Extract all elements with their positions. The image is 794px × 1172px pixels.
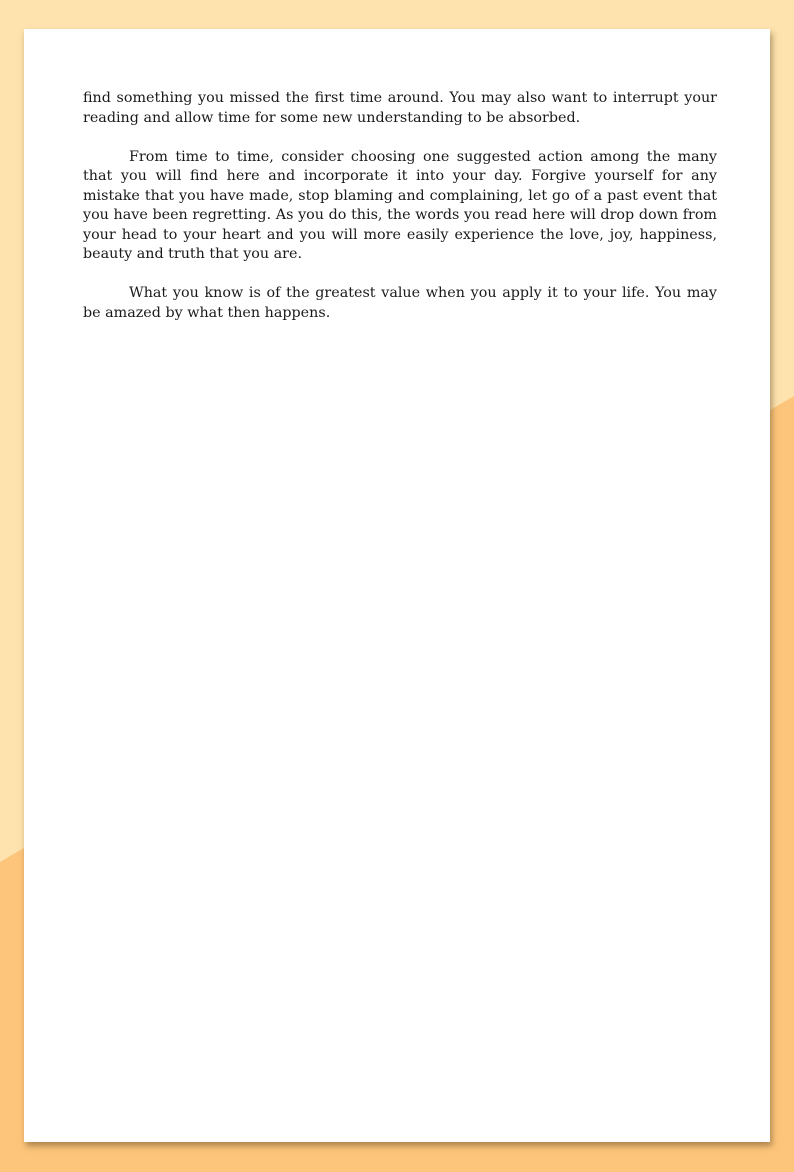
document-page (24, 29, 770, 1142)
page-body (83, 89, 717, 343)
paragraph-2: From time to time, consider choosing one suggested action among the many that you will find here and incorporate it into your day. Forgive yourself for any mistake that you have made, stop blaming and complaining, let go of a past event that you have been regretting. As you do this, the words you read here will drop down from your head to your heart and you will more easily experience the love, joy, happiness, beauty and truth that you are. (83, 148, 717, 262)
paragraph-3: What you know is of the greatest value when you apply it to your life. You may be amazed by what then happens. (83, 285, 717, 321)
paragraph-1: find something you missed the first time around. You may also want to interrupt your reading and allow time for some new understanding to be absorbed. (83, 90, 717, 126)
